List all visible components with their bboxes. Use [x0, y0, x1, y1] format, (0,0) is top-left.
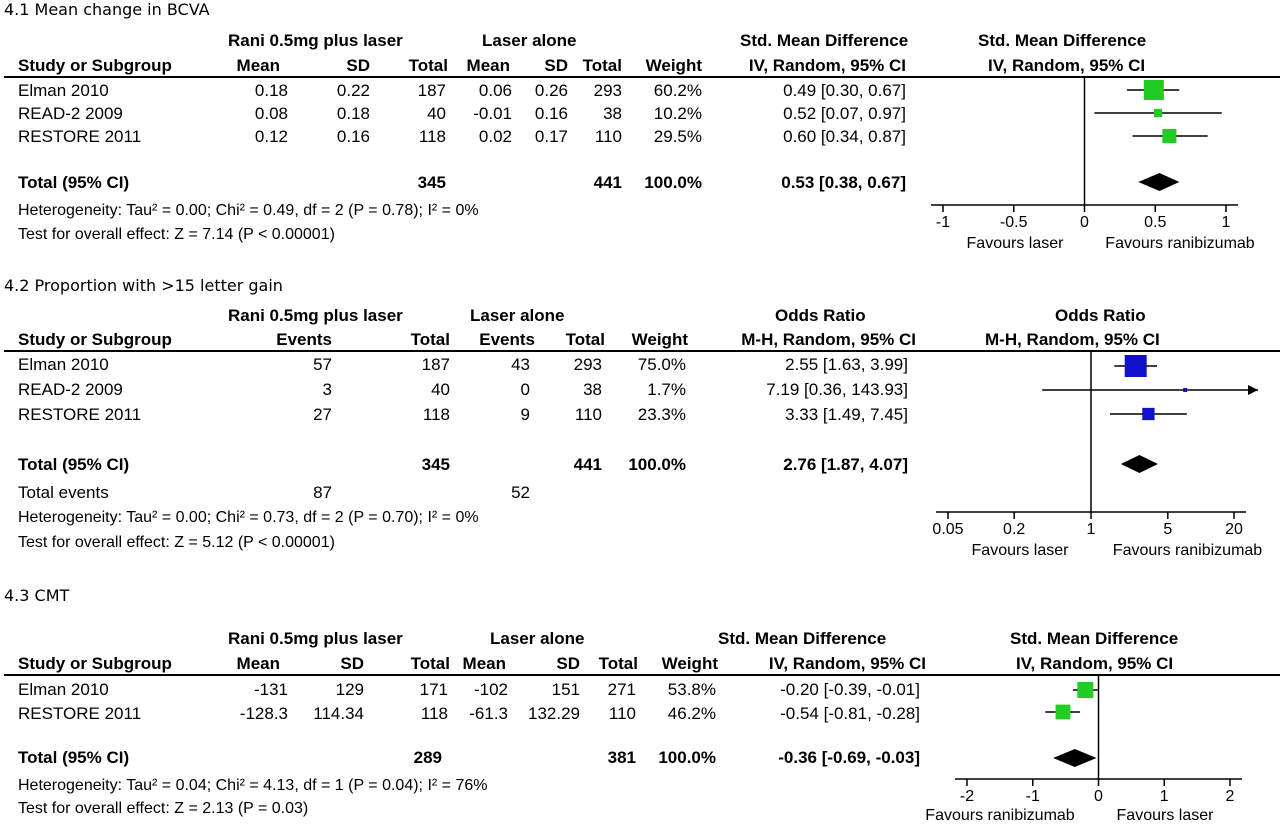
col-header-study: Study or Subgroup — [18, 654, 172, 673]
header-rule — [4, 674, 1280, 676]
overall-effect-text: Test for overall effect: Z = 2.13 (P = 0.03) — [18, 800, 309, 817]
x-tick-label: -1 — [1025, 788, 1040, 805]
cell-weight: 75.0% — [637, 355, 686, 374]
cell-events: 27 — [313, 405, 332, 424]
cell-ci: -0.20 [-0.39, -0.01] — [780, 680, 920, 699]
cell-ci: 3.33 [1.49, 7.45] — [785, 405, 908, 424]
section-title: 4.2 Proportion with >15 letter gain — [4, 276, 283, 295]
cell-total: 118 — [422, 405, 450, 424]
pooled-diamond — [1138, 173, 1179, 191]
col-header-total: Total — [408, 56, 448, 75]
col-header-events: Events — [479, 330, 535, 349]
cell-mean: -61.3 — [469, 704, 508, 723]
cell-weight: 23.3% — [637, 405, 686, 424]
study-marker — [1142, 408, 1154, 420]
x-tick-label: 0.2 — [1003, 521, 1026, 538]
favours-left-label: Favours ranibizumab — [925, 807, 1075, 824]
group-header-rani: Rani 0.5mg plus laser — [228, 629, 403, 648]
cell-mean: 0.02 — [478, 127, 512, 146]
favours-right-label: Favours ranibizumab — [1105, 235, 1255, 252]
group-header-laser: Laser alone — [470, 306, 565, 325]
col-header-plot-ci: IV, Random, 95% CI — [1016, 654, 1174, 673]
x-tick-label: 1 — [1159, 788, 1169, 805]
cell-sd: 0.17 — [534, 127, 568, 146]
cell-sd: 0.16 — [534, 104, 568, 123]
cell-events: 43 — [511, 355, 530, 374]
cell-sd: 151 — [551, 680, 580, 699]
col-header-mean: Mean — [236, 654, 280, 673]
cell-mean: 0.18 — [254, 81, 288, 100]
x-tick-label: 5 — [1163, 521, 1173, 538]
cell-total: 171 — [419, 680, 448, 699]
study-name: RESTORE 2011 — [18, 127, 142, 146]
study-marker — [1077, 682, 1093, 698]
group-header-rani: Rani 0.5mg plus laser — [228, 31, 403, 50]
group-header-effect: Std. Mean Difference — [740, 31, 909, 50]
total-ci: 2.76 [1.87, 4.07] — [783, 455, 908, 474]
total-rani: 345 — [421, 455, 450, 474]
total-ci: -0.36 [-0.69, -0.03] — [778, 748, 920, 767]
study-marker — [1125, 355, 1147, 377]
x-tick-label: -2 — [959, 788, 975, 805]
cell-total: 110 — [574, 405, 602, 424]
col-header-weight: Weight — [631, 330, 688, 349]
study-name: RESTORE 2011 — [18, 704, 142, 723]
total-rani: 345 — [417, 173, 446, 192]
study-marker — [1056, 705, 1071, 720]
study-name: RESTORE 2011 — [18, 405, 142, 424]
cell-total: 271 — [607, 680, 636, 699]
cell-mean: -131 — [253, 680, 288, 699]
cell-sd: 0.16 — [336, 127, 370, 146]
x-tick-label: 1 — [1086, 521, 1096, 538]
cell-total: 38 — [583, 380, 602, 399]
cell-sd: 0.26 — [534, 81, 568, 100]
total-laser: 441 — [573, 455, 602, 474]
cell-ci: -0.54 [-0.81, -0.28] — [780, 704, 920, 723]
total-events-rani: 87 — [313, 483, 332, 502]
col-header-sd: SD — [556, 654, 580, 673]
cell-mean: 0.12 — [254, 127, 288, 146]
study-name: Elman 2010 — [18, 680, 109, 699]
group-header-plot: Std. Mean Difference — [1010, 629, 1179, 648]
cell-weight: 29.5% — [653, 127, 702, 146]
cell-mean: -0.01 — [473, 104, 512, 123]
col-header-ci: IV, Random, 95% CI — [768, 654, 926, 673]
col-header-plot-ci: M-H, Random, 95% CI — [985, 330, 1160, 349]
cell-ci: 0.49 [0.30, 0.67] — [783, 81, 906, 100]
study-name: Elman 2010 — [18, 355, 109, 374]
col-header-mean: Mean — [462, 654, 506, 673]
col-header-sd: SD — [544, 56, 568, 75]
study-name: READ-2 2009 — [18, 104, 123, 123]
total-label: Total (95% CI) — [18, 455, 130, 474]
cell-total: 293 — [573, 355, 602, 374]
total-laser: 441 — [593, 173, 622, 192]
x-tick-label: 0.05 — [932, 521, 964, 538]
total-label: Total (95% CI) — [18, 748, 130, 767]
study-marker — [1144, 80, 1164, 100]
favours-left-label: Favours laser — [966, 235, 1064, 252]
cell-sd: 114.34 — [313, 704, 364, 723]
group-header-laser: Laser alone — [482, 31, 577, 50]
col-header-total: Total — [598, 654, 638, 673]
study-marker — [1162, 129, 1176, 143]
study-marker — [1154, 109, 1162, 117]
col-header-total: Total — [582, 56, 622, 75]
cell-total: 118 — [420, 704, 448, 723]
cell-total: 40 — [427, 104, 446, 123]
cell-events: 3 — [322, 380, 332, 399]
x-tick-label: -1 — [935, 214, 951, 231]
total-laser: 381 — [607, 748, 636, 767]
x-tick-label: -0.5 — [999, 214, 1028, 231]
cell-mean: 0.06 — [478, 81, 512, 100]
cell-ci: 0.52 [0.07, 0.97] — [783, 104, 906, 123]
cell-events: 9 — [520, 405, 530, 424]
x-tick-label: 0.5 — [1144, 214, 1167, 231]
cell-total: 187 — [421, 355, 450, 374]
col-header-events: Events — [276, 330, 332, 349]
col-header-study: Study or Subgroup — [18, 330, 172, 349]
cell-ci: 7.19 [0.36, 143.93] — [766, 380, 908, 399]
pooled-diamond — [1053, 749, 1096, 767]
x-tick-label: 20 — [1225, 521, 1243, 538]
heterogeneity-text: Heterogeneity: Tau² = 0.00; Chi² = 0.73, df = 2 (P = 0.70); I² = 0% — [18, 509, 479, 526]
favours-left-label: Favours laser — [971, 542, 1069, 559]
total-weight: 100.0% — [628, 455, 686, 474]
total-events-laser: 52 — [511, 483, 530, 502]
cell-total: 110 — [608, 704, 636, 723]
section-title: 4.3 CMT — [4, 586, 70, 605]
favours-right-label: Favours laser — [1116, 807, 1214, 824]
col-header-mean: Mean — [466, 56, 510, 75]
heterogeneity-text: Heterogeneity: Tau² = 0.00; Chi² = 0.49, df = 2 (P = 0.78); I² = 0% — [18, 202, 479, 219]
cell-sd: 0.18 — [336, 104, 370, 123]
header-rule — [4, 76, 1280, 78]
cell-weight: 10.2% — [653, 104, 702, 123]
overall-effect-text: Test for overall effect: Z = 5.12 (P < 0.00001) — [18, 534, 335, 551]
ci-arrow — [1248, 385, 1258, 395]
cell-ci: 2.55 [1.63, 3.99] — [785, 355, 908, 374]
cell-sd: 132.29 — [528, 704, 580, 723]
total-weight: 100.0% — [658, 748, 716, 767]
col-header-ci: M-H, Random, 95% CI — [741, 330, 916, 349]
total-ci: 0.53 [0.38, 0.67] — [781, 173, 906, 192]
cell-total: 38 — [603, 104, 622, 123]
cell-total: 110 — [594, 127, 622, 146]
col-header-total: Total — [410, 654, 450, 673]
cell-mean: -102 — [473, 680, 508, 699]
x-tick-label: 0 — [1094, 788, 1103, 805]
group-header-effect: Std. Mean Difference — [718, 629, 887, 648]
total-weight: 100.0% — [644, 173, 702, 192]
col-header-study: Study or Subgroup — [18, 56, 172, 75]
col-header-mean: Mean — [236, 56, 280, 75]
favours-right-label: Favours ranibizumab — [1112, 542, 1263, 559]
cell-sd: 0.22 — [336, 81, 370, 100]
col-header-total: Total — [565, 330, 605, 349]
col-header-plot-ci: IV, Random, 95% CI — [988, 56, 1146, 75]
col-header-sd: SD — [346, 56, 370, 75]
cell-mean: 0.08 — [254, 104, 288, 123]
heterogeneity-text: Heterogeneity: Tau² = 0.04; Chi² = 4.13, df = 1 (P = 0.04); I² = 76% — [18, 777, 488, 794]
col-header-weight: Weight — [661, 654, 718, 673]
col-header-sd: SD — [340, 654, 364, 673]
cell-weight: 60.2% — [653, 81, 702, 100]
col-header-total: Total — [410, 330, 450, 349]
group-header-rani: Rani 0.5mg plus laser — [228, 306, 403, 325]
group-header-plot: Odds Ratio — [1055, 306, 1146, 325]
cell-total: 187 — [417, 81, 446, 100]
section-title: 4.1 Mean change in BCVA — [4, 0, 210, 19]
x-tick-label: 0 — [1080, 214, 1089, 231]
col-header-ci: IV, Random, 95% CI — [748, 56, 906, 75]
total-rani: 289 — [413, 748, 442, 767]
header-rule — [4, 350, 1280, 352]
group-header-plot: Std. Mean Difference — [978, 31, 1147, 50]
pooled-diamond — [1121, 455, 1158, 473]
cell-weight: 46.2% — [667, 704, 716, 723]
col-header-weight: Weight — [645, 56, 702, 75]
cell-total: 40 — [431, 380, 450, 399]
group-header-effect: Odds Ratio — [775, 306, 866, 325]
total-events-label: Total events — [18, 483, 109, 502]
cell-weight: 1.7% — [647, 380, 686, 399]
cell-total: 118 — [418, 127, 446, 146]
cell-weight: 53.8% — [667, 680, 716, 699]
cell-events: 57 — [313, 355, 332, 374]
group-header-laser: Laser alone — [490, 629, 585, 648]
x-tick-label: 1 — [1221, 214, 1231, 231]
study-name: READ-2 2009 — [18, 380, 123, 399]
study-name: Elman 2010 — [18, 81, 109, 100]
x-tick-label: 2 — [1225, 788, 1235, 805]
study-marker — [1183, 388, 1187, 392]
cell-sd: 129 — [335, 680, 364, 699]
overall-effect-text: Test for overall effect: Z = 7.14 (P < 0.00001) — [18, 226, 335, 243]
cell-mean: -128.3 — [239, 704, 288, 723]
cell-events: 0 — [520, 380, 530, 399]
total-label: Total (95% CI) — [18, 173, 130, 192]
cell-total: 293 — [593, 81, 622, 100]
cell-ci: 0.60 [0.34, 0.87] — [783, 127, 906, 146]
